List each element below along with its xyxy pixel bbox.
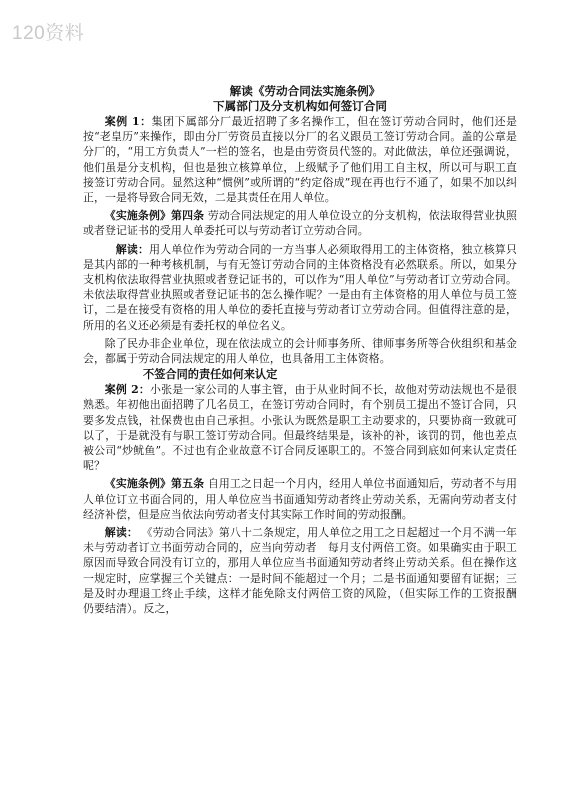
watermark: 120资料	[12, 23, 85, 44]
document-page	[83, 84, 517, 616]
interpretation2-text: 《劳动合同法》第八十二条规定，用人单位之用工之日起超过一个月不满一年未与劳动者订立书面劳动合同的，应当向劳动者 每月支付两倍工资。如果确实由于职工原因而导致合同没有订立的，那用人单位应当书面通知劳动者终止劳动关系。但在操作这一规定时，应掌握三个关键点：一是时间不能超过一个月；二是书面通知要留有证据；三是及时办理退工终止手续，这样才能免除支付两倍工资的风险，（但实际工作的工资报酬仍要结清）。反之，	[83, 526, 518, 616]
document-title: 解读《劳动合同法实施条例》	[229, 84, 381, 98]
section2-title: 不签合同的责任如何来认定	[143, 367, 278, 382]
article4-paragraph	[83, 208, 517, 238]
case1-paragraph	[83, 114, 517, 205]
interpretation1-text: 用人单位作为劳动合同的一方当事人必须取得用工的主体资格，独立核算只是其内部的一种考核机制，与有无签订劳动合同的主体资格没有必然联系。所以，如果分支机构依法取得营业执照或者登记证书的，可以作为“用人单位”与劳动者订立劳动合同。未依法取得营业执照或者登记证书的怎么操作呢？一是由有主体资格的用人单位与员工签订，二是在接受有资格的用人单位的委托直接与劳动者订立劳动合同。但值得注意的是，所用的名义还必须是有委托权的单位名义。	[83, 242, 517, 332]
case1-lead: 案例 1：	[104, 115, 152, 128]
article4-text: 劳动合同法规定的用人单位设立的分支机构，依法取得营业执照或者登记证书的受用人单委托可以与劳动者订立劳动合同。	[83, 209, 518, 238]
case2-lead: 案例 2：	[104, 383, 151, 397]
article5-text: 自用工之日起一个月内，经用人单位书面通知后，劳动者不与用人单位订立书面合同的，用人单位应当书面通知劳动者终止劳动关系，无需向劳动者支付经济补偿，但是应当依法向劳动者支付其实际工作时间的劳动报酬。	[83, 477, 518, 521]
interpretation1-lead: 解读：	[115, 242, 150, 256]
case1-text: 集团下属部分厂最近招聘了多名操作工，但在签订劳动合同时，他们还是按“老皇历”来操作，即由分厂劳资员直接以分厂的名义跟员工签订劳动合同。盖的公章是分厂的，“用工方负责人”一栏的签名，也是由劳资员代签的。对此做法，单位还强调说，他们虽是分支机构，但也是独立核算单位，上级赋予了他们用工自主权，所以可与职工直接签订劳动合同。显然这种“惯例”或所谓的“约定俗成”现在再也行不通了，如果不加以纠正，一是将导致合同无效，二是其责任在用人单位。	[83, 115, 518, 205]
case2-text: 小张是一家公司的人事主管，由于从业时间不长，故他对劳动法规也不是很熟悉。年初他出面招聘了几名员工，在签订劳动合同时，有个别员工提出不签订合同，只要多发点钱，社保费也由自己承担。小张认为既然是职工主动要求的，只要协商一致就可以了，于是就没有与职工签订劳动合同。但最终结果是，该补的补，该罚的罚，他也差点被公司“炒鱿鱼”。不过也有企业故意不订合同反诬职工的。不签合同到底如何来认定责任呢？	[83, 383, 517, 473]
case2-paragraph	[83, 382, 517, 473]
document-subtitle: 下属部门及分支机构如何签订合同	[213, 99, 387, 113]
entities-paragraph	[83, 336, 517, 366]
article5-lead: 《实施条例》第五条	[104, 477, 205, 491]
article4-lead: 《实施条例》第四条	[104, 209, 205, 223]
interpretation2-paragraph	[83, 525, 517, 616]
article5-paragraph	[83, 476, 517, 522]
interpretation1-paragraph	[83, 242, 517, 333]
entities-text: 除了民办非企业单位，现在依法成立的会计师事务所、律师事务所等合伙组织和基金会，都属于劳动合同法规定的用人单位，也具备用工主体资格。	[83, 336, 517, 366]
interpretation2-lead: 解读：	[104, 526, 138, 540]
